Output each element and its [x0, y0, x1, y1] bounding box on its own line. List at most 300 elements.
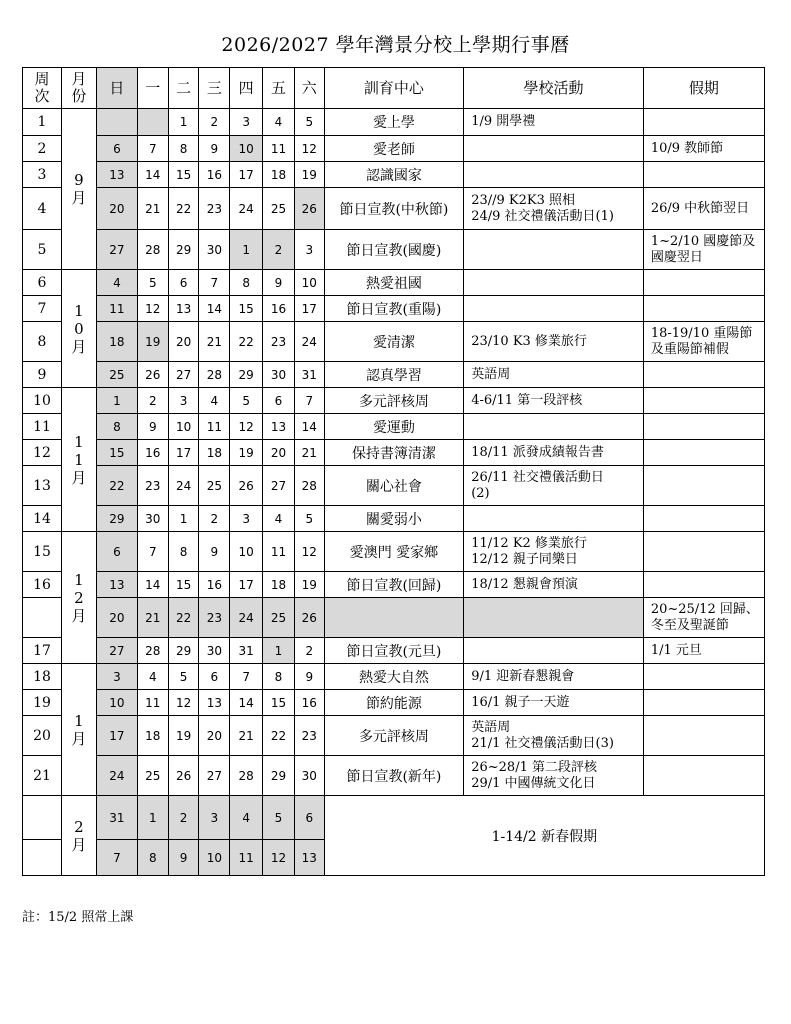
- school-activity: [464, 162, 644, 188]
- week-number: 10: [23, 388, 62, 414]
- week-row: [23, 440, 765, 466]
- day-cell: 2: [263, 230, 295, 270]
- holiday-note: [643, 506, 764, 532]
- week-row: [23, 270, 765, 296]
- school-activity: 11/12 K2 修業旅行 12/12 親子同樂日: [464, 532, 644, 572]
- school-activity: 26~28/1 第二段評核 29/1 中國傳統文化日: [464, 756, 644, 796]
- day-cell: 22: [168, 188, 199, 230]
- day-cell: 2: [168, 796, 199, 840]
- day-cell: 25: [263, 598, 295, 638]
- day-cell: 29: [263, 756, 295, 796]
- day-cell: 10: [199, 840, 230, 876]
- day-cell: 1: [168, 109, 199, 136]
- day-cell: 7: [294, 388, 324, 414]
- header-month: 月 份: [61, 68, 96, 109]
- day-cell: 3: [230, 506, 263, 532]
- day-cell: 4: [263, 109, 295, 136]
- day-cell: 18: [199, 440, 230, 466]
- center-theme: 關愛弱小: [324, 506, 464, 532]
- school-activity: 英語周 21/1 社交禮儀活動日(3): [464, 716, 644, 756]
- header-activities: 學校活動: [464, 68, 644, 109]
- day-cell: 4: [230, 796, 263, 840]
- day-cell: 17: [96, 716, 137, 756]
- holiday-note: [643, 690, 764, 716]
- school-activity: [464, 638, 644, 664]
- holiday-note: [643, 440, 764, 466]
- week-number: 19: [23, 690, 62, 716]
- day-cell: 4: [263, 506, 295, 532]
- month-label: 1 0 月: [61, 270, 96, 388]
- day-cell: 8: [168, 136, 199, 162]
- day-cell: 25: [137, 756, 168, 796]
- day-cell: 13: [96, 162, 137, 188]
- center-theme: 節約能源: [324, 690, 464, 716]
- center-theme: 愛運動: [324, 414, 464, 440]
- header-week: 周 次: [23, 68, 62, 109]
- day-cell: 30: [199, 638, 230, 664]
- day-cell: 9: [263, 270, 295, 296]
- day-cell: 23: [199, 188, 230, 230]
- week-row: [23, 532, 765, 572]
- week-number: [23, 598, 62, 638]
- day-cell: 27: [168, 362, 199, 388]
- day-cell: 20: [96, 188, 137, 230]
- day-cell: 6: [168, 270, 199, 296]
- day-cell: 8: [263, 664, 295, 690]
- day-cell: 1: [137, 796, 168, 840]
- day-cell: 16: [294, 690, 324, 716]
- week-number: 3: [23, 162, 62, 188]
- week-number: 2: [23, 136, 62, 162]
- day-cell: 16: [137, 440, 168, 466]
- day-cell: 28: [230, 756, 263, 796]
- header-row: [23, 68, 765, 109]
- week-row: [23, 136, 765, 162]
- holiday-note: [643, 664, 764, 690]
- holiday-note: 10/9 教師節: [643, 136, 764, 162]
- day-cell: 20: [263, 440, 295, 466]
- week-row: [23, 690, 765, 716]
- week-row: [23, 362, 765, 388]
- center-theme: 多元評核周: [324, 388, 464, 414]
- day-cell: 10: [96, 690, 137, 716]
- header-day-sun: 日: [96, 68, 137, 109]
- week-number: 4: [23, 188, 62, 230]
- school-activity: 18/12 懇親會預演: [464, 572, 644, 598]
- day-cell: 25: [263, 188, 295, 230]
- day-cell: 13: [199, 690, 230, 716]
- day-cell: 9: [168, 840, 199, 876]
- day-cell: 3: [294, 230, 324, 270]
- day-cell: 27: [96, 638, 137, 664]
- day-cell: [137, 109, 168, 136]
- day-cell: 13: [168, 296, 199, 322]
- week-row: [23, 572, 765, 598]
- school-activity: 英語周: [464, 362, 644, 388]
- day-cell: 26: [294, 188, 324, 230]
- holiday-note: [643, 270, 764, 296]
- day-cell: 7: [96, 840, 137, 876]
- week-number: [23, 840, 62, 876]
- day-cell: 16: [199, 572, 230, 598]
- school-activity: [464, 506, 644, 532]
- day-cell: 19: [168, 716, 199, 756]
- day-cell: 20: [199, 716, 230, 756]
- holiday-note: [643, 716, 764, 756]
- day-cell: 6: [263, 388, 295, 414]
- day-cell: 30: [199, 230, 230, 270]
- day-cell: [96, 109, 137, 136]
- day-cell: 26: [168, 756, 199, 796]
- day-cell: 1: [263, 638, 295, 664]
- day-cell: 10: [294, 270, 324, 296]
- week-number: 5: [23, 230, 62, 270]
- day-cell: 8: [168, 532, 199, 572]
- day-cell: 7: [230, 664, 263, 690]
- center-theme: 愛清潔: [324, 322, 464, 362]
- week-row: [23, 414, 765, 440]
- day-cell: 4: [96, 270, 137, 296]
- day-cell: 30: [263, 362, 295, 388]
- day-cell: 29: [168, 230, 199, 270]
- day-cell: 7: [137, 532, 168, 572]
- header-center: 訓育中心: [324, 68, 464, 109]
- school-activity: [464, 230, 644, 270]
- day-cell: 9: [199, 532, 230, 572]
- header-day-thu: 四: [230, 68, 263, 109]
- week-row: [23, 466, 765, 506]
- week-number: 21: [23, 756, 62, 796]
- week-number: 20: [23, 716, 62, 756]
- school-activity: 18/11 派發成績報告書: [464, 440, 644, 466]
- day-cell: 22: [168, 598, 199, 638]
- center-theme: 節日宣教(元旦): [324, 638, 464, 664]
- holiday-note: 20~25/12 回歸、 冬至及聖誕節: [643, 598, 764, 638]
- day-cell: 17: [168, 440, 199, 466]
- day-cell: 19: [137, 322, 168, 362]
- day-cell: 24: [230, 188, 263, 230]
- day-cell: 26: [294, 598, 324, 638]
- day-cell: 8: [137, 840, 168, 876]
- day-cell: 28: [294, 466, 324, 506]
- center-theme: 熱愛祖國: [324, 270, 464, 296]
- day-cell: 11: [199, 414, 230, 440]
- day-cell: 13: [294, 840, 324, 876]
- week-row: [23, 796, 765, 840]
- holiday-note: [643, 756, 764, 796]
- day-cell: 24: [96, 756, 137, 796]
- school-activity: 23/10 K3 修業旅行: [464, 322, 644, 362]
- day-cell: 13: [263, 414, 295, 440]
- week-row: [23, 506, 765, 532]
- center-theme: 節日宣教(中秋節): [324, 188, 464, 230]
- footnote: 註：15/2 照常上課: [22, 910, 134, 925]
- day-cell: 30: [137, 506, 168, 532]
- week-number: 14: [23, 506, 62, 532]
- day-cell: 2: [294, 638, 324, 664]
- day-cell: 20: [168, 322, 199, 362]
- header-day-fri: 五: [263, 68, 295, 109]
- header-day-mon: 一: [137, 68, 168, 109]
- holiday-note: [643, 532, 764, 572]
- day-cell: 1: [96, 388, 137, 414]
- school-activity: [464, 414, 644, 440]
- school-activity: 4-6/11 第一段評核: [464, 388, 644, 414]
- day-cell: 4: [137, 664, 168, 690]
- school-activity: [464, 136, 644, 162]
- header-day-tue: 二: [168, 68, 199, 109]
- day-cell: 16: [199, 162, 230, 188]
- holiday-note: [643, 388, 764, 414]
- day-cell: 10: [230, 136, 263, 162]
- day-cell: 7: [137, 136, 168, 162]
- week-number: 7: [23, 296, 62, 322]
- week-number: 1: [23, 109, 62, 136]
- day-cell: 19: [294, 572, 324, 598]
- day-cell: 12: [230, 414, 263, 440]
- day-cell: 7: [199, 270, 230, 296]
- day-cell: 15: [168, 572, 199, 598]
- day-cell: 14: [199, 296, 230, 322]
- holiday-note: [643, 466, 764, 506]
- day-cell: 15: [230, 296, 263, 322]
- day-cell: 15: [168, 162, 199, 188]
- day-cell: 10: [168, 414, 199, 440]
- day-cell: 24: [294, 322, 324, 362]
- center-theme: 多元評核周: [324, 716, 464, 756]
- day-cell: 10: [230, 532, 263, 572]
- holiday-note: 18-19/10 重陽節 及重陽節補假: [643, 322, 764, 362]
- day-cell: 12: [137, 296, 168, 322]
- center-theme: 節日宣教(國慶): [324, 230, 464, 270]
- holiday-note: [643, 414, 764, 440]
- day-cell: 25: [96, 362, 137, 388]
- center-theme: 認識國家: [324, 162, 464, 188]
- day-cell: 8: [230, 270, 263, 296]
- day-cell: 24: [230, 598, 263, 638]
- day-cell: 20: [96, 598, 137, 638]
- day-cell: 16: [263, 296, 295, 322]
- day-cell: 18: [263, 572, 295, 598]
- center-theme: 關心社會: [324, 466, 464, 506]
- holiday-note: [643, 362, 764, 388]
- header-holidays: 假期: [643, 68, 764, 109]
- school-activity: [464, 270, 644, 296]
- week-number: 6: [23, 270, 62, 296]
- week-row: [23, 188, 765, 230]
- day-cell: 9: [137, 414, 168, 440]
- week-row: [23, 109, 765, 136]
- month-label: 1 2 月: [61, 532, 96, 664]
- day-cell: 11: [96, 296, 137, 322]
- day-cell: 31: [294, 362, 324, 388]
- day-cell: 5: [230, 388, 263, 414]
- day-cell: 11: [263, 136, 295, 162]
- school-activity: 26/11 社交禮儀活動日 (2): [464, 466, 644, 506]
- day-cell: 6: [96, 532, 137, 572]
- week-row: [23, 388, 765, 414]
- week-number: 13: [23, 466, 62, 506]
- day-cell: 28: [199, 362, 230, 388]
- day-cell: 18: [96, 322, 137, 362]
- holiday-note: [643, 572, 764, 598]
- day-cell: 26: [137, 362, 168, 388]
- day-cell: 22: [230, 322, 263, 362]
- day-cell: 2: [199, 506, 230, 532]
- week-row: [23, 322, 765, 362]
- day-cell: 12: [294, 136, 324, 162]
- day-cell: 17: [230, 572, 263, 598]
- day-cell: 1: [168, 506, 199, 532]
- day-cell: 21: [137, 188, 168, 230]
- center-theme: 熱愛大自然: [324, 664, 464, 690]
- day-cell: 26: [230, 466, 263, 506]
- day-cell: 27: [263, 466, 295, 506]
- day-cell: 17: [230, 162, 263, 188]
- holiday-note: 1~2/10 國慶節及 國慶翌日: [643, 230, 764, 270]
- week-number: 12: [23, 440, 62, 466]
- week-row: [23, 716, 765, 756]
- day-cell: 21: [199, 322, 230, 362]
- day-cell: 27: [199, 756, 230, 796]
- school-activity: 16/1 親子一天遊: [464, 690, 644, 716]
- week-row: [23, 756, 765, 796]
- week-row: [23, 638, 765, 664]
- day-cell: 3: [199, 796, 230, 840]
- day-cell: 3: [168, 388, 199, 414]
- week-number: 9: [23, 362, 62, 388]
- day-cell: 6: [294, 796, 324, 840]
- day-cell: 21: [294, 440, 324, 466]
- day-cell: 28: [137, 638, 168, 664]
- day-cell: 23: [199, 598, 230, 638]
- day-cell: 5: [137, 270, 168, 296]
- week-row: [23, 162, 765, 188]
- day-cell: 12: [263, 840, 295, 876]
- week-number: 15: [23, 532, 62, 572]
- month-label: 1 1 月: [61, 388, 96, 532]
- day-cell: 5: [294, 109, 324, 136]
- header-day-sat: 六: [294, 68, 324, 109]
- day-cell: 11: [230, 840, 263, 876]
- center-theme: 保持書簿清潔: [324, 440, 464, 466]
- week-row: [23, 296, 765, 322]
- center-theme: 節日宣教(回歸): [324, 572, 464, 598]
- week-number: 8: [23, 322, 62, 362]
- center-theme: [324, 598, 464, 638]
- day-cell: 25: [199, 466, 230, 506]
- day-cell: 22: [263, 716, 295, 756]
- day-cell: 5: [168, 664, 199, 690]
- month-label: 2 月: [61, 796, 96, 876]
- school-activity: 9/1 迎新春懇親會: [464, 664, 644, 690]
- day-cell: 28: [137, 230, 168, 270]
- school-activity: 23//9 K2K3 照相 24/9 社交禮儀活動日(1): [464, 188, 644, 230]
- center-theme: 認真學習: [324, 362, 464, 388]
- day-cell: 21: [137, 598, 168, 638]
- day-cell: 29: [230, 362, 263, 388]
- day-cell: 21: [230, 716, 263, 756]
- day-cell: 5: [294, 506, 324, 532]
- day-cell: 14: [230, 690, 263, 716]
- holiday-note: [643, 109, 764, 136]
- week-row: [23, 598, 765, 638]
- day-cell: 23: [263, 322, 295, 362]
- day-cell: 22: [96, 466, 137, 506]
- day-cell: 2: [137, 388, 168, 414]
- day-cell: 9: [294, 664, 324, 690]
- day-cell: 6: [199, 664, 230, 690]
- month-label: 9 月: [61, 109, 96, 270]
- day-cell: 19: [230, 440, 263, 466]
- day-cell: 3: [230, 109, 263, 136]
- center-theme: 愛老師: [324, 136, 464, 162]
- day-cell: 17: [294, 296, 324, 322]
- day-cell: 13: [96, 572, 137, 598]
- day-cell: 9: [199, 136, 230, 162]
- day-cell: 11: [263, 532, 295, 572]
- center-theme: 節日宣教(新年): [324, 756, 464, 796]
- day-cell: 14: [137, 572, 168, 598]
- week-row: [23, 230, 765, 270]
- day-cell: 14: [294, 414, 324, 440]
- day-cell: 5: [263, 796, 295, 840]
- holiday-note: 1/1 元旦: [643, 638, 764, 664]
- page-title: 2026/2027 學年灣景分校上學期行事曆: [221, 34, 570, 56]
- day-cell: 29: [96, 506, 137, 532]
- day-cell: 12: [294, 532, 324, 572]
- day-cell: 8: [96, 414, 137, 440]
- day-cell: 24: [168, 466, 199, 506]
- day-cell: 30: [294, 756, 324, 796]
- day-cell: 1: [230, 230, 263, 270]
- school-activity: [464, 598, 644, 638]
- day-cell: 14: [137, 162, 168, 188]
- week-row: [23, 664, 765, 690]
- day-cell: 11: [137, 690, 168, 716]
- month-label: 1 月: [61, 664, 96, 796]
- holiday-note: 26/9 中秋節翌日: [643, 188, 764, 230]
- center-theme: 愛上學: [324, 109, 464, 136]
- day-cell: 23: [137, 466, 168, 506]
- school-activity: [464, 296, 644, 322]
- day-cell: 3: [96, 664, 137, 690]
- week-number: 17: [23, 638, 62, 664]
- school-activity: 1/9 開學禮: [464, 109, 644, 136]
- day-cell: 4: [199, 388, 230, 414]
- holiday-note: [643, 296, 764, 322]
- week-number: 18: [23, 664, 62, 690]
- day-cell: 12: [168, 690, 199, 716]
- day-cell: 23: [294, 716, 324, 756]
- day-cell: 2: [199, 109, 230, 136]
- calendar-table: [22, 67, 765, 876]
- new-year-holiday: 1-14/2 新春假期: [324, 796, 764, 876]
- holiday-note: [643, 162, 764, 188]
- week-number: 11: [23, 414, 62, 440]
- center-theme: 愛澳門 愛家鄉: [324, 532, 464, 572]
- day-cell: 31: [96, 796, 137, 840]
- day-cell: 15: [263, 690, 295, 716]
- day-cell: 31: [230, 638, 263, 664]
- day-cell: 19: [294, 162, 324, 188]
- day-cell: 29: [168, 638, 199, 664]
- day-cell: 27: [96, 230, 137, 270]
- day-cell: 6: [96, 136, 137, 162]
- day-cell: 15: [96, 440, 137, 466]
- header-day-wed: 三: [199, 68, 230, 109]
- day-cell: 18: [137, 716, 168, 756]
